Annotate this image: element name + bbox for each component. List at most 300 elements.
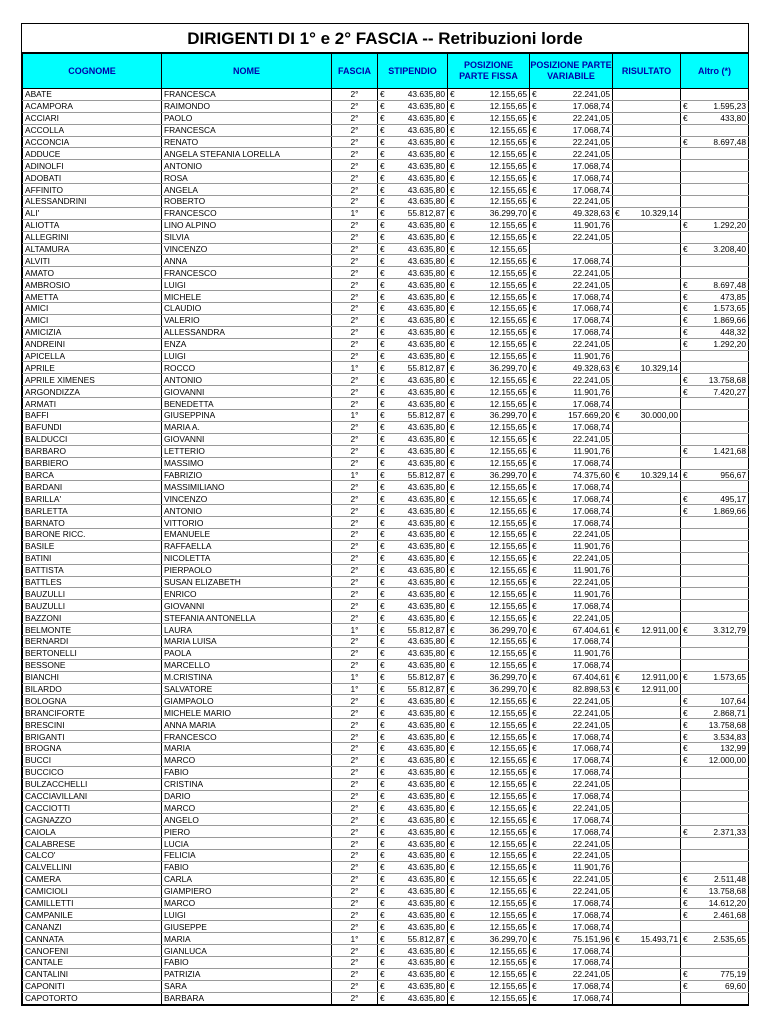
cell-variabile: [530, 885, 613, 897]
cell-cognome: BARDANI: [23, 481, 162, 493]
table-row: [23, 421, 749, 433]
amount-value: 12.155,65: [489, 101, 527, 112]
cell-fascia: 2°: [332, 707, 378, 719]
currency-symbol: €: [450, 683, 455, 694]
cell-cognome: ADOBATI: [23, 172, 162, 184]
currency-symbol: €: [532, 826, 537, 837]
cell-variabile: [530, 992, 613, 1004]
cell-risultato: [613, 219, 681, 231]
cell-nome: ANGELA: [162, 184, 332, 196]
currency-symbol: €: [380, 779, 385, 790]
table-row: [23, 148, 749, 160]
cell-altro: [681, 612, 749, 624]
amount-value: 1.292,20: [713, 220, 746, 231]
amount-value: 43.635,80: [407, 267, 445, 278]
cell-risultato: [613, 303, 681, 315]
currency-symbol: €: [683, 291, 688, 302]
table-row: [23, 671, 749, 683]
table-row: [23, 600, 749, 612]
cell-cognome: ALIOTTA: [23, 219, 162, 231]
amount-value: 43.635,80: [407, 244, 445, 255]
amount-value: 55.812,87: [407, 208, 445, 219]
cell-fascia: 2°: [332, 184, 378, 196]
currency-symbol: €: [450, 434, 455, 445]
currency-symbol: €: [380, 921, 385, 932]
currency-symbol: €: [532, 802, 537, 813]
amount-value: 17.068,74: [572, 101, 610, 112]
amount-value: 12.155,65: [489, 529, 527, 540]
table-row: [23, 398, 749, 410]
cell-stipendio: [378, 612, 448, 624]
amount-value: 1.869,66: [713, 315, 746, 326]
amount-value: 12.155,65: [489, 351, 527, 362]
cell-fascia: 1°: [332, 624, 378, 636]
cell-variabile: [530, 873, 613, 885]
currency-symbol: €: [450, 588, 455, 599]
amount-value: 12.155,65: [489, 790, 527, 801]
currency-symbol: €: [380, 422, 385, 433]
cell-variabile: [530, 136, 613, 148]
cell-fascia: 2°: [332, 160, 378, 172]
currency-symbol: €: [450, 398, 455, 409]
amount-value: 12.155,65: [489, 374, 527, 385]
header-posizione-fissa: POSIZIONE PARTE FISSA: [448, 54, 530, 89]
cell-nome: BARBARA: [162, 992, 332, 1004]
cell-risultato: [613, 588, 681, 600]
cell-nome: MARCO: [162, 754, 332, 766]
amount-value: 43.635,80: [407, 909, 445, 920]
amount-value: 17.068,74: [572, 767, 610, 778]
cell-variabile: [530, 980, 613, 992]
cell-risultato: [613, 564, 681, 576]
cell-cognome: CACCIAVILLANI: [23, 790, 162, 802]
cell-nome: FABIO: [162, 766, 332, 778]
cell-altro: [681, 731, 749, 743]
cell-fascia: 2°: [332, 814, 378, 826]
amount-value: 43.635,80: [407, 957, 445, 968]
cell-cognome: ALESSANDRINI: [23, 196, 162, 208]
cell-stipendio: [378, 826, 448, 838]
currency-symbol: €: [532, 291, 537, 302]
cell-nome: MARIA: [162, 933, 332, 945]
cell-altro: [681, 957, 749, 969]
cell-fascia: 1°: [332, 683, 378, 695]
currency-symbol: €: [450, 779, 455, 790]
cell-altro: [681, 291, 749, 303]
cell-stipendio: [378, 124, 448, 136]
cell-nome: VINCENZO: [162, 493, 332, 505]
cell-fascia: 2°: [332, 279, 378, 291]
amount-value: 17.068,74: [572, 517, 610, 528]
amount-value: 12.155,65: [489, 196, 527, 207]
cell-altro: [681, 742, 749, 754]
amount-value: 22.241,05: [572, 886, 610, 897]
currency-symbol: €: [380, 458, 385, 469]
cell-variabile: [530, 861, 613, 873]
cell-nome: GIOVANNI: [162, 386, 332, 398]
cell-cognome: BAFUNDI: [23, 421, 162, 433]
cell-risultato: [613, 433, 681, 445]
currency-symbol: €: [532, 874, 537, 885]
amount-value: 43.635,80: [407, 779, 445, 790]
cell-fascia: 1°: [332, 207, 378, 219]
table-row: [23, 469, 749, 481]
cell-stipendio: [378, 255, 448, 267]
cell-nome: SARA: [162, 980, 332, 992]
cell-fissa: [448, 184, 530, 196]
table-row: [23, 243, 749, 255]
cell-stipendio: [378, 279, 448, 291]
currency-symbol: €: [532, 921, 537, 932]
cell-variabile: [530, 410, 613, 422]
amount-value: 17.068,74: [572, 660, 610, 671]
cell-cognome: BATTISTA: [23, 564, 162, 576]
currency-symbol: €: [450, 755, 455, 766]
cell-fissa: [448, 838, 530, 850]
cell-fascia: 2°: [332, 219, 378, 231]
amount-value: 12.155,65: [489, 89, 527, 100]
currency-symbol: €: [450, 529, 455, 540]
currency-symbol: €: [450, 576, 455, 587]
table-row: [23, 100, 749, 112]
currency-symbol: €: [532, 469, 537, 480]
cell-nome: ANTONIO: [162, 374, 332, 386]
cell-altro: [681, 89, 749, 101]
amount-value: 11.901,76: [573, 220, 610, 231]
table-row: [23, 433, 749, 445]
currency-symbol: €: [683, 695, 688, 706]
cell-cognome: BRIGANTI: [23, 731, 162, 743]
currency-symbol: €: [532, 362, 537, 373]
cell-variabile: [530, 505, 613, 517]
header-stipendio: STIPENDIO: [378, 54, 448, 89]
amount-value: 132,99: [720, 743, 746, 754]
cell-fissa: [448, 326, 530, 338]
cell-cognome: BERNARDI: [23, 635, 162, 647]
cell-variabile: [530, 398, 613, 410]
cell-stipendio: [378, 814, 448, 826]
cell-variabile: [530, 528, 613, 540]
amount-value: 36.299,70: [489, 683, 527, 694]
cell-stipendio: [378, 243, 448, 255]
cell-stipendio: [378, 957, 448, 969]
cell-cognome: CAMICIOLI: [23, 885, 162, 897]
amount-value: 1.292,20: [713, 339, 746, 350]
currency-symbol: €: [380, 541, 385, 552]
cell-altro: [681, 100, 749, 112]
table-row: [23, 184, 749, 196]
cell-fascia: 2°: [332, 505, 378, 517]
table-row: [23, 172, 749, 184]
cell-fissa: [448, 754, 530, 766]
amount-value: 12.155,65: [489, 422, 527, 433]
cell-cognome: BARBARO: [23, 445, 162, 457]
currency-symbol: €: [532, 101, 537, 112]
cell-fissa: [448, 731, 530, 743]
currency-symbol: €: [380, 755, 385, 766]
cell-fissa: [448, 707, 530, 719]
amount-value: 36.299,70: [489, 672, 527, 683]
currency-symbol: €: [380, 981, 385, 992]
table-row: [23, 136, 749, 148]
amount-value: 43.635,80: [407, 184, 445, 195]
cell-fissa: [448, 624, 530, 636]
amount-value: 12.155,65: [489, 255, 527, 266]
currency-symbol: €: [532, 351, 537, 362]
cell-stipendio: [378, 362, 448, 374]
cell-altro: [681, 398, 749, 410]
currency-symbol: €: [532, 612, 537, 623]
cell-altro: [681, 528, 749, 540]
cell-nome: MARIA A.: [162, 421, 332, 433]
amount-value: 12.155,65: [489, 505, 527, 516]
cell-fascia: 2°: [332, 338, 378, 350]
currency-symbol: €: [450, 255, 455, 266]
cell-risultato: [613, 873, 681, 885]
cell-cognome: ALVITI: [23, 255, 162, 267]
currency-symbol: €: [380, 874, 385, 885]
amount-value: 17.068,74: [572, 315, 610, 326]
cell-cognome: BAFFI: [23, 410, 162, 422]
amount-value: 49.328,63: [572, 362, 610, 373]
cell-altro: [681, 683, 749, 695]
cell-risultato: [613, 291, 681, 303]
amount-value: 12.911,00: [641, 624, 678, 635]
cell-cognome: AFFINITO: [23, 184, 162, 196]
cell-stipendio: [378, 112, 448, 124]
cell-variabile: [530, 707, 613, 719]
currency-symbol: €: [532, 481, 537, 492]
cell-risultato: [613, 600, 681, 612]
table-row: [23, 826, 749, 838]
cell-risultato: [613, 517, 681, 529]
table-row: [23, 742, 749, 754]
amount-value: 43.635,80: [407, 125, 445, 136]
amount-value: 17.068,74: [572, 600, 610, 611]
currency-symbol: €: [683, 909, 688, 920]
amount-value: 12.155,65: [489, 969, 527, 980]
currency-symbol: €: [450, 624, 455, 635]
currency-symbol: €: [532, 505, 537, 516]
cell-altro: [681, 386, 749, 398]
amount-value: 43.635,80: [407, 707, 445, 718]
amount-value: 43.635,80: [407, 981, 445, 992]
cell-risultato: [613, 790, 681, 802]
cell-variabile: [530, 469, 613, 481]
amount-value: 43.635,80: [407, 553, 445, 564]
currency-symbol: €: [380, 434, 385, 445]
cell-risultato: [613, 576, 681, 588]
cell-stipendio: [378, 564, 448, 576]
cell-fascia: 2°: [332, 445, 378, 457]
currency-symbol: €: [532, 565, 537, 576]
cell-risultato: [613, 861, 681, 873]
amount-value: 22.241,05: [572, 838, 610, 849]
cell-variabile: [530, 945, 613, 957]
cell-fissa: [448, 933, 530, 945]
cell-fissa: [448, 374, 530, 386]
amount-value: 8.697,48: [713, 137, 746, 147]
currency-symbol: €: [380, 481, 385, 492]
currency-symbol: €: [380, 802, 385, 813]
cell-variabile: [530, 433, 613, 445]
cell-altro: [681, 517, 749, 529]
amount-value: 10.329,14: [640, 208, 678, 219]
cell-fascia: 1°: [332, 469, 378, 481]
currency-symbol: €: [532, 660, 537, 671]
cell-altro: [681, 719, 749, 731]
amount-value: 12.155,65: [489, 695, 527, 706]
cell-nome: LUIGI: [162, 279, 332, 291]
cell-altro: [681, 647, 749, 659]
cell-stipendio: [378, 350, 448, 362]
cell-fascia: 2°: [332, 647, 378, 659]
table-row: [23, 362, 749, 374]
cell-fissa: [448, 362, 530, 374]
currency-symbol: €: [532, 184, 537, 195]
amount-value: 55.812,87: [407, 683, 445, 694]
cell-stipendio: [378, 980, 448, 992]
cell-cognome: AMICI: [23, 314, 162, 326]
cell-variabile: [530, 445, 613, 457]
cell-risultato: [613, 695, 681, 707]
amount-value: 3.208,40: [713, 244, 746, 255]
cell-cognome: BARNATO: [23, 517, 162, 529]
table-row: [23, 112, 749, 124]
cell-fascia: 2°: [332, 754, 378, 766]
currency-symbol: €: [380, 993, 385, 1004]
cell-nome: LAURA: [162, 624, 332, 636]
amount-value: 43.635,80: [407, 826, 445, 837]
amount-value: 1.573,65: [713, 672, 746, 683]
amount-value: 13.758,68: [708, 719, 746, 730]
cell-nome: ANGELA STEFANIA LORELLA: [162, 148, 332, 160]
cell-fissa: [448, 445, 530, 457]
amount-value: 495,17: [720, 493, 746, 504]
cell-stipendio: [378, 552, 448, 564]
currency-symbol: €: [380, 101, 385, 112]
cell-stipendio: [378, 778, 448, 790]
cell-altro: [681, 136, 749, 148]
amount-value: 43.635,80: [407, 945, 445, 956]
table-row: [23, 838, 749, 850]
cell-nome: DARIO: [162, 790, 332, 802]
currency-symbol: €: [380, 196, 385, 207]
amount-value: 17.068,74: [572, 493, 610, 504]
cell-risultato: [613, 469, 681, 481]
currency-symbol: €: [450, 802, 455, 813]
cell-nome: MARCO: [162, 897, 332, 909]
cell-cognome: AMBROSIO: [23, 279, 162, 291]
currency-symbol: €: [683, 220, 688, 231]
cell-fascia: 1°: [332, 933, 378, 945]
cell-cognome: BARONE RICC.: [23, 528, 162, 540]
cell-risultato: [613, 196, 681, 208]
cell-risultato: [613, 814, 681, 826]
cell-fascia: 2°: [332, 945, 378, 957]
cell-variabile: [530, 493, 613, 505]
currency-symbol: €: [450, 172, 455, 183]
cell-nome: LUIGI: [162, 350, 332, 362]
amount-value: 43.635,80: [407, 576, 445, 587]
amount-value: 55.812,87: [407, 672, 445, 683]
cell-stipendio: [378, 754, 448, 766]
currency-symbol: €: [380, 862, 385, 873]
table-row: [23, 457, 749, 469]
table-row: [23, 386, 749, 398]
cell-nome: MARIA: [162, 742, 332, 754]
cell-altro: [681, 659, 749, 671]
cell-fissa: [448, 172, 530, 184]
cell-fissa: [448, 778, 530, 790]
currency-symbol: €: [380, 731, 385, 742]
cell-fissa: [448, 552, 530, 564]
currency-symbol: €: [532, 707, 537, 718]
cell-cognome: ACCONCIA: [23, 136, 162, 148]
cell-fissa: [448, 576, 530, 588]
amount-value: 43.635,80: [407, 862, 445, 873]
cell-fissa: [448, 540, 530, 552]
amount-value: 17.068,74: [572, 957, 610, 968]
cell-altro: [681, 695, 749, 707]
currency-symbol: €: [380, 244, 385, 255]
cell-cognome: CALCO': [23, 850, 162, 862]
cell-fissa: [448, 124, 530, 136]
cell-nome: M.CRISTINA: [162, 671, 332, 683]
currency-symbol: €: [532, 790, 537, 801]
amount-value: 17.068,74: [572, 172, 610, 183]
amount-value: 12.155,65: [489, 446, 527, 457]
cell-fissa: [448, 386, 530, 398]
cell-fascia: 2°: [332, 124, 378, 136]
currency-symbol: €: [532, 600, 537, 611]
table-row: [23, 517, 749, 529]
cell-fissa: [448, 850, 530, 862]
amount-value: 12.155,65: [489, 898, 527, 908]
amount-value: 43.635,80: [407, 719, 445, 730]
amount-value: 775,19: [720, 969, 746, 980]
currency-symbol: €: [380, 683, 385, 694]
cell-risultato: [613, 742, 681, 754]
cell-altro: [681, 861, 749, 873]
amount-value: 43.635,80: [407, 327, 445, 338]
currency-symbol: €: [450, 553, 455, 564]
table-row: [23, 778, 749, 790]
amount-value: 12.155,65: [489, 386, 527, 397]
cell-fissa: [448, 219, 530, 231]
currency-symbol: €: [450, 790, 455, 801]
amount-value: 12.155,65: [489, 612, 527, 623]
cell-stipendio: [378, 576, 448, 588]
cell-variabile: [530, 243, 613, 255]
cell-cognome: BESSONE: [23, 659, 162, 671]
cell-nome: CRISTINA: [162, 778, 332, 790]
amount-value: 43.635,80: [407, 648, 445, 659]
currency-symbol: €: [380, 588, 385, 599]
currency-symbol: €: [683, 719, 688, 730]
cell-stipendio: [378, 445, 448, 457]
cell-cognome: CAMPANILE: [23, 909, 162, 921]
cell-cognome: BATTLES: [23, 576, 162, 588]
currency-symbol: €: [380, 303, 385, 314]
currency-symbol: €: [532, 517, 537, 528]
currency-symbol: €: [450, 921, 455, 932]
currency-symbol: €: [450, 909, 455, 920]
amount-value: 12.155,65: [489, 921, 527, 932]
amount-value: 43.635,80: [407, 493, 445, 504]
cell-fascia: 2°: [332, 267, 378, 279]
cell-risultato: [613, 778, 681, 790]
